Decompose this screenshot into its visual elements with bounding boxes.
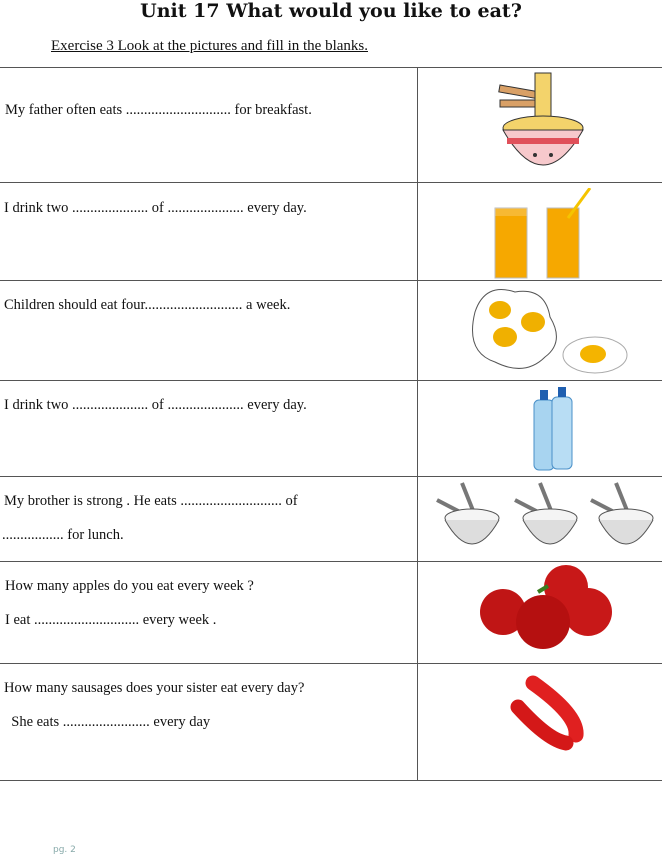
table-border	[0, 67, 662, 68]
apples-icon	[478, 562, 618, 654]
column-divider	[417, 67, 418, 780]
exercise-instruction: Exercise 3 Look at the pictures and fill in the blanks.	[51, 38, 368, 54]
rice-bowls-icon	[432, 478, 662, 558]
sentence-1: My father often eats ............................. for breakfast.	[5, 102, 312, 118]
page-number: pg. 2	[53, 845, 76, 855]
question-7: How many sausages does your sister eat every day?	[4, 680, 305, 696]
sausages-icon	[508, 675, 586, 753]
question-6: How many apples do you eat every week ?	[5, 578, 254, 594]
row-divider	[0, 280, 662, 281]
row-divider	[0, 182, 662, 183]
table-border	[0, 780, 662, 781]
sentence-2: I drink two ..................... of ..................... every day.	[4, 200, 307, 216]
sentence-4: I drink two ..................... of ..................... every day.	[4, 397, 307, 413]
row-divider	[0, 380, 662, 381]
sentence-5b: ................. for lunch.	[2, 527, 124, 543]
eggs-icon	[465, 282, 630, 380]
row-divider	[0, 663, 662, 664]
sentence-5a: My brother is strong . He eats ............................ of	[4, 493, 298, 509]
page-title: Unit 17 What would you like to eat?	[140, 0, 522, 22]
sentence-6: I eat ............................. every week .	[5, 612, 217, 628]
sentence-3: Children should eat four........................... a week.	[4, 297, 291, 313]
water-bottles-icon	[528, 385, 576, 473]
orange-juice-glasses-icon	[490, 188, 610, 280]
sentence-7: She eats ........................ every day	[4, 714, 211, 730]
noodle-bowl-icon	[495, 70, 590, 180]
row-divider	[0, 476, 662, 477]
